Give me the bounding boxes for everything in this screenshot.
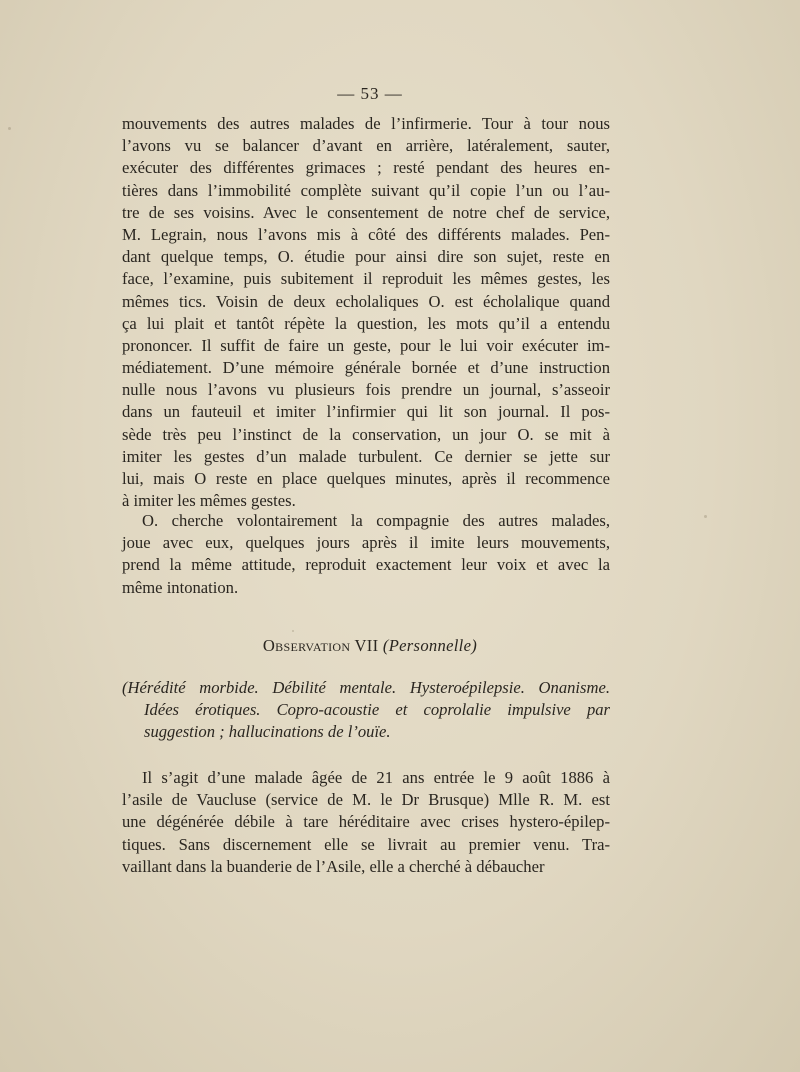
text-line: vaillant dans la buanderie de l’Asile, elle a cherché à débaucher bbox=[122, 856, 545, 876]
observation-qualifier: (Personnelle) bbox=[382, 636, 478, 655]
text-line: dans un fauteuil et imiter l’infirmier qui lit son journal. Il pos- bbox=[122, 402, 610, 422]
paper-speck bbox=[8, 127, 11, 130]
paragraph-continuation bbox=[122, 113, 610, 512]
text-line: une dégénérée débile à tare héréditaire avec crises hystero-épilep- bbox=[122, 812, 610, 832]
text-line: tiques. Sans discernement elle se livrait au premier venu. Tra- bbox=[122, 834, 610, 854]
paragraph-imitation bbox=[122, 510, 610, 599]
text-line: joue avec eux, quelques jours après il imite leurs mouvements, bbox=[122, 533, 610, 553]
text-line: Il s’agit d’une malade âgée de 21 ans entrée le 9 août 1886 à bbox=[142, 768, 610, 787]
page-number: — 53 — bbox=[337, 84, 403, 103]
text-line: nulle nous l’avons vu plusieurs fois prendre un journal, s’asseoir bbox=[122, 380, 610, 400]
text-line: imiter les gestes d’un malade turbulent. Ce dernier se jette sur bbox=[122, 446, 610, 466]
text-line: sède très peu l’instinct de la conservation, un jour O. se mit à bbox=[122, 424, 610, 444]
text-line: l’avons vu se balancer d’avant en arrière, latéralement, sauter, bbox=[122, 136, 610, 156]
text-line: mêmes tics. Voisin de deux echolaliques O. est écholalique quand bbox=[122, 291, 610, 311]
text-line: même intonation. bbox=[122, 577, 239, 597]
text-line: à imiter les mêmes gestes. bbox=[122, 491, 296, 511]
text-line: prend la même attitude, reproduit exactement leur voix et avec la bbox=[122, 555, 610, 575]
text-line: prononcer. Il suffit de faire un geste, pour le lui voir exécuter im- bbox=[122, 335, 610, 355]
text-line: l’asile de Vaucluse (service de M. le Dr Brusque) Mlle R. M. est bbox=[122, 790, 610, 810]
text-line: suggestion ; hallucinations de l’ouïe. bbox=[144, 722, 391, 741]
text-line: dant quelque temps, O. étudie pour ainsi dire son sujet, reste en bbox=[122, 247, 610, 267]
text-line: exécuter des différentes grimaces ; resté pendant des heures en- bbox=[122, 158, 610, 178]
text-line: M. Legrain, nous l’avons mis à côté des différents malades. Pen- bbox=[122, 224, 610, 244]
paper-speck bbox=[704, 515, 707, 518]
observation-label: Observation VII bbox=[262, 636, 379, 655]
text-line: O. cherche volontairement la compagnie des autres malades, bbox=[142, 511, 610, 530]
text-line: (Hérédité morbide. Débilité mentale. Hysteroépilepsie. Onanisme. bbox=[122, 678, 610, 697]
text-line: médiatement. D’une mémoire générale bornée et d’une instruction bbox=[122, 358, 610, 378]
text-line: mouvements des autres malades de l’infirmerie. Tour à tour nous bbox=[122, 114, 610, 133]
paragraph-case-description bbox=[122, 767, 610, 878]
text-line: face, l’examine, puis subitement il reproduit les mêmes gestes, les bbox=[122, 269, 610, 289]
text-line: ça lui plait et tantôt répète la question, les mots qu’il a entendu bbox=[122, 313, 610, 333]
observation-heading bbox=[0, 636, 740, 656]
observation-summary bbox=[122, 677, 610, 743]
text-line: lui, mais O reste en place quelques minutes, après il recommence bbox=[122, 469, 610, 488]
text-line: tières dans l’immobilité complète suivant qu’il copie l’un ou l’au- bbox=[122, 180, 610, 200]
text-line: Idées érotiques. Copro-acoustie et coprolalie impulsive par bbox=[144, 700, 610, 719]
paper-speck bbox=[292, 630, 294, 632]
text-line: tre de ses voisins. Avec le consentement de notre chef de service, bbox=[122, 202, 610, 222]
